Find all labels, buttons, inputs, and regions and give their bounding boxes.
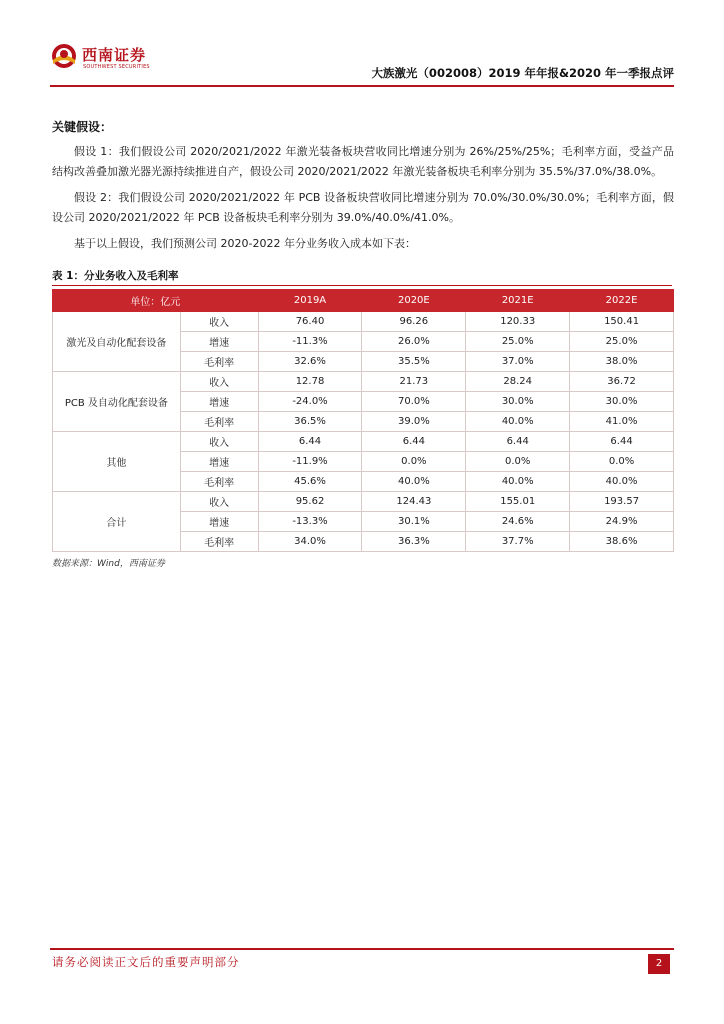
segment-name-cell: 激光及自动化配套设备 <box>53 312 181 372</box>
company-logo <box>50 42 190 78</box>
metric-cell: 收入 <box>180 312 258 332</box>
forecast-intro-paragraph: 基于以上假设，我们预测公司 2020-2022 年分业务收入成本如下表： <box>74 237 416 250</box>
value-cell: 36.72 <box>570 372 674 392</box>
value-cell: 36.3% <box>362 532 466 552</box>
value-cell: 21.73 <box>362 372 466 392</box>
value-cell: 37.0% <box>466 352 570 372</box>
value-cell: 12.78 <box>258 372 362 392</box>
value-cell: -13.3% <box>258 512 362 532</box>
table-row <box>53 432 674 452</box>
report-title: 大族激光（002008）2019 年年报&2020 年一季报点评 <box>371 66 674 80</box>
value-cell: 0.0% <box>362 452 466 472</box>
year-header: 2022E <box>570 290 674 312</box>
table-row <box>53 312 674 332</box>
value-cell: 0.0% <box>466 452 570 472</box>
metric-cell: 增速 <box>180 392 258 412</box>
logo-sun-icon <box>50 42 78 70</box>
value-cell: 0.0% <box>570 452 674 472</box>
logo-chinese-name: 西南证券 <box>82 46 147 64</box>
metric-cell: 毛利率 <box>180 352 258 372</box>
value-cell: 35.5% <box>362 352 466 372</box>
year-header: 2021E <box>466 290 570 312</box>
value-cell: 6.44 <box>258 432 362 452</box>
value-cell: 25.0% <box>570 332 674 352</box>
unit-header: 单位：亿元 <box>53 290 259 312</box>
metric-cell: 增速 <box>180 332 258 352</box>
footer-disclaimer: 请务必阅读正文后的重要声明部分 <box>52 955 240 969</box>
value-cell: 40.0% <box>466 412 570 432</box>
value-cell: 24.9% <box>570 512 674 532</box>
value-cell: 38.0% <box>570 352 674 372</box>
value-cell: -11.9% <box>258 452 362 472</box>
logo-english-name: SOUTHWEST SECURITIES <box>83 64 150 70</box>
value-cell: 26.0% <box>362 332 466 352</box>
segment-name-cell: 其他 <box>53 432 181 492</box>
value-cell: 40.0% <box>466 472 570 492</box>
segment-name-cell: PCB 及自动化配套设备 <box>53 372 181 432</box>
value-cell: 32.6% <box>258 352 362 372</box>
value-cell: 70.0% <box>362 392 466 412</box>
value-cell: 150.41 <box>570 312 674 332</box>
page-header <box>50 38 674 90</box>
value-cell: 40.0% <box>362 472 466 492</box>
assumption-1-paragraph: 假设 1：我们假设公司 2020/2021/2022 年激光装备板块营收同比增速分别为 26%/25%/25%；毛利率方面，受益产品结构改善叠加激光器光源持续推进自产，假设公司 2020/2021/2022 年激光装备板块毛利率分别为 35.5%/37.0%/38.0%。 <box>52 145 674 178</box>
value-cell: 41.0% <box>570 412 674 432</box>
value-cell: 6.44 <box>362 432 466 452</box>
header-divider <box>50 85 674 87</box>
value-cell: 6.44 <box>466 432 570 452</box>
metric-cell: 增速 <box>180 512 258 532</box>
value-cell: 155.01 <box>466 492 570 512</box>
metric-cell: 毛利率 <box>180 472 258 492</box>
table-caption: 表 1：分业务收入及毛利率 <box>52 268 672 286</box>
year-header: 2020E <box>362 290 466 312</box>
segment-name-cell: 合计 <box>53 492 181 552</box>
main-content <box>52 118 674 569</box>
value-cell: 28.24 <box>466 372 570 392</box>
value-cell: 25.0% <box>466 332 570 352</box>
metric-cell: 收入 <box>180 372 258 392</box>
value-cell: 45.6% <box>258 472 362 492</box>
value-cell: 193.57 <box>570 492 674 512</box>
metric-cell: 毛利率 <box>180 412 258 432</box>
value-cell: 36.5% <box>258 412 362 432</box>
table-row <box>53 372 674 392</box>
value-cell: 124.43 <box>362 492 466 512</box>
footer-divider <box>50 948 674 950</box>
value-cell: 38.6% <box>570 532 674 552</box>
table-header-row <box>53 290 674 312</box>
page-number: 2 <box>648 954 670 974</box>
table-row <box>53 492 674 512</box>
value-cell: 37.7% <box>466 532 570 552</box>
metric-cell: 收入 <box>180 492 258 512</box>
value-cell: 40.0% <box>570 472 674 492</box>
assumption-2-paragraph: 假设 2：我们假设公司 2020/2021/2022 年 PCB 设备板块营收同比增速分别为 70.0%/30.0%/30.0%；毛利率方面，假设公司 2020/2021/2022 年 PCB 设备板块毛利率分别为 39.0%/40.0%/41.0%。 <box>52 191 674 224</box>
value-cell: -11.3% <box>258 332 362 352</box>
metric-cell: 增速 <box>180 452 258 472</box>
value-cell: 39.0% <box>362 412 466 432</box>
value-cell: 76.40 <box>258 312 362 332</box>
value-cell: -24.0% <box>258 392 362 412</box>
value-cell: 34.0% <box>258 532 362 552</box>
metric-cell: 收入 <box>180 432 258 452</box>
value-cell: 30.0% <box>570 392 674 412</box>
table-source-note: 数据来源：Wind，西南证券 <box>52 559 165 569</box>
value-cell: 30.1% <box>362 512 466 532</box>
value-cell: 96.26 <box>362 312 466 332</box>
value-cell: 120.33 <box>466 312 570 332</box>
year-header: 2019A <box>258 290 362 312</box>
value-cell: 30.0% <box>466 392 570 412</box>
section-title: 关键假设： <box>52 120 113 134</box>
segment-revenue-table <box>52 289 674 552</box>
metric-cell: 毛利率 <box>180 532 258 552</box>
value-cell: 6.44 <box>570 432 674 452</box>
value-cell: 24.6% <box>466 512 570 532</box>
value-cell: 95.62 <box>258 492 362 512</box>
